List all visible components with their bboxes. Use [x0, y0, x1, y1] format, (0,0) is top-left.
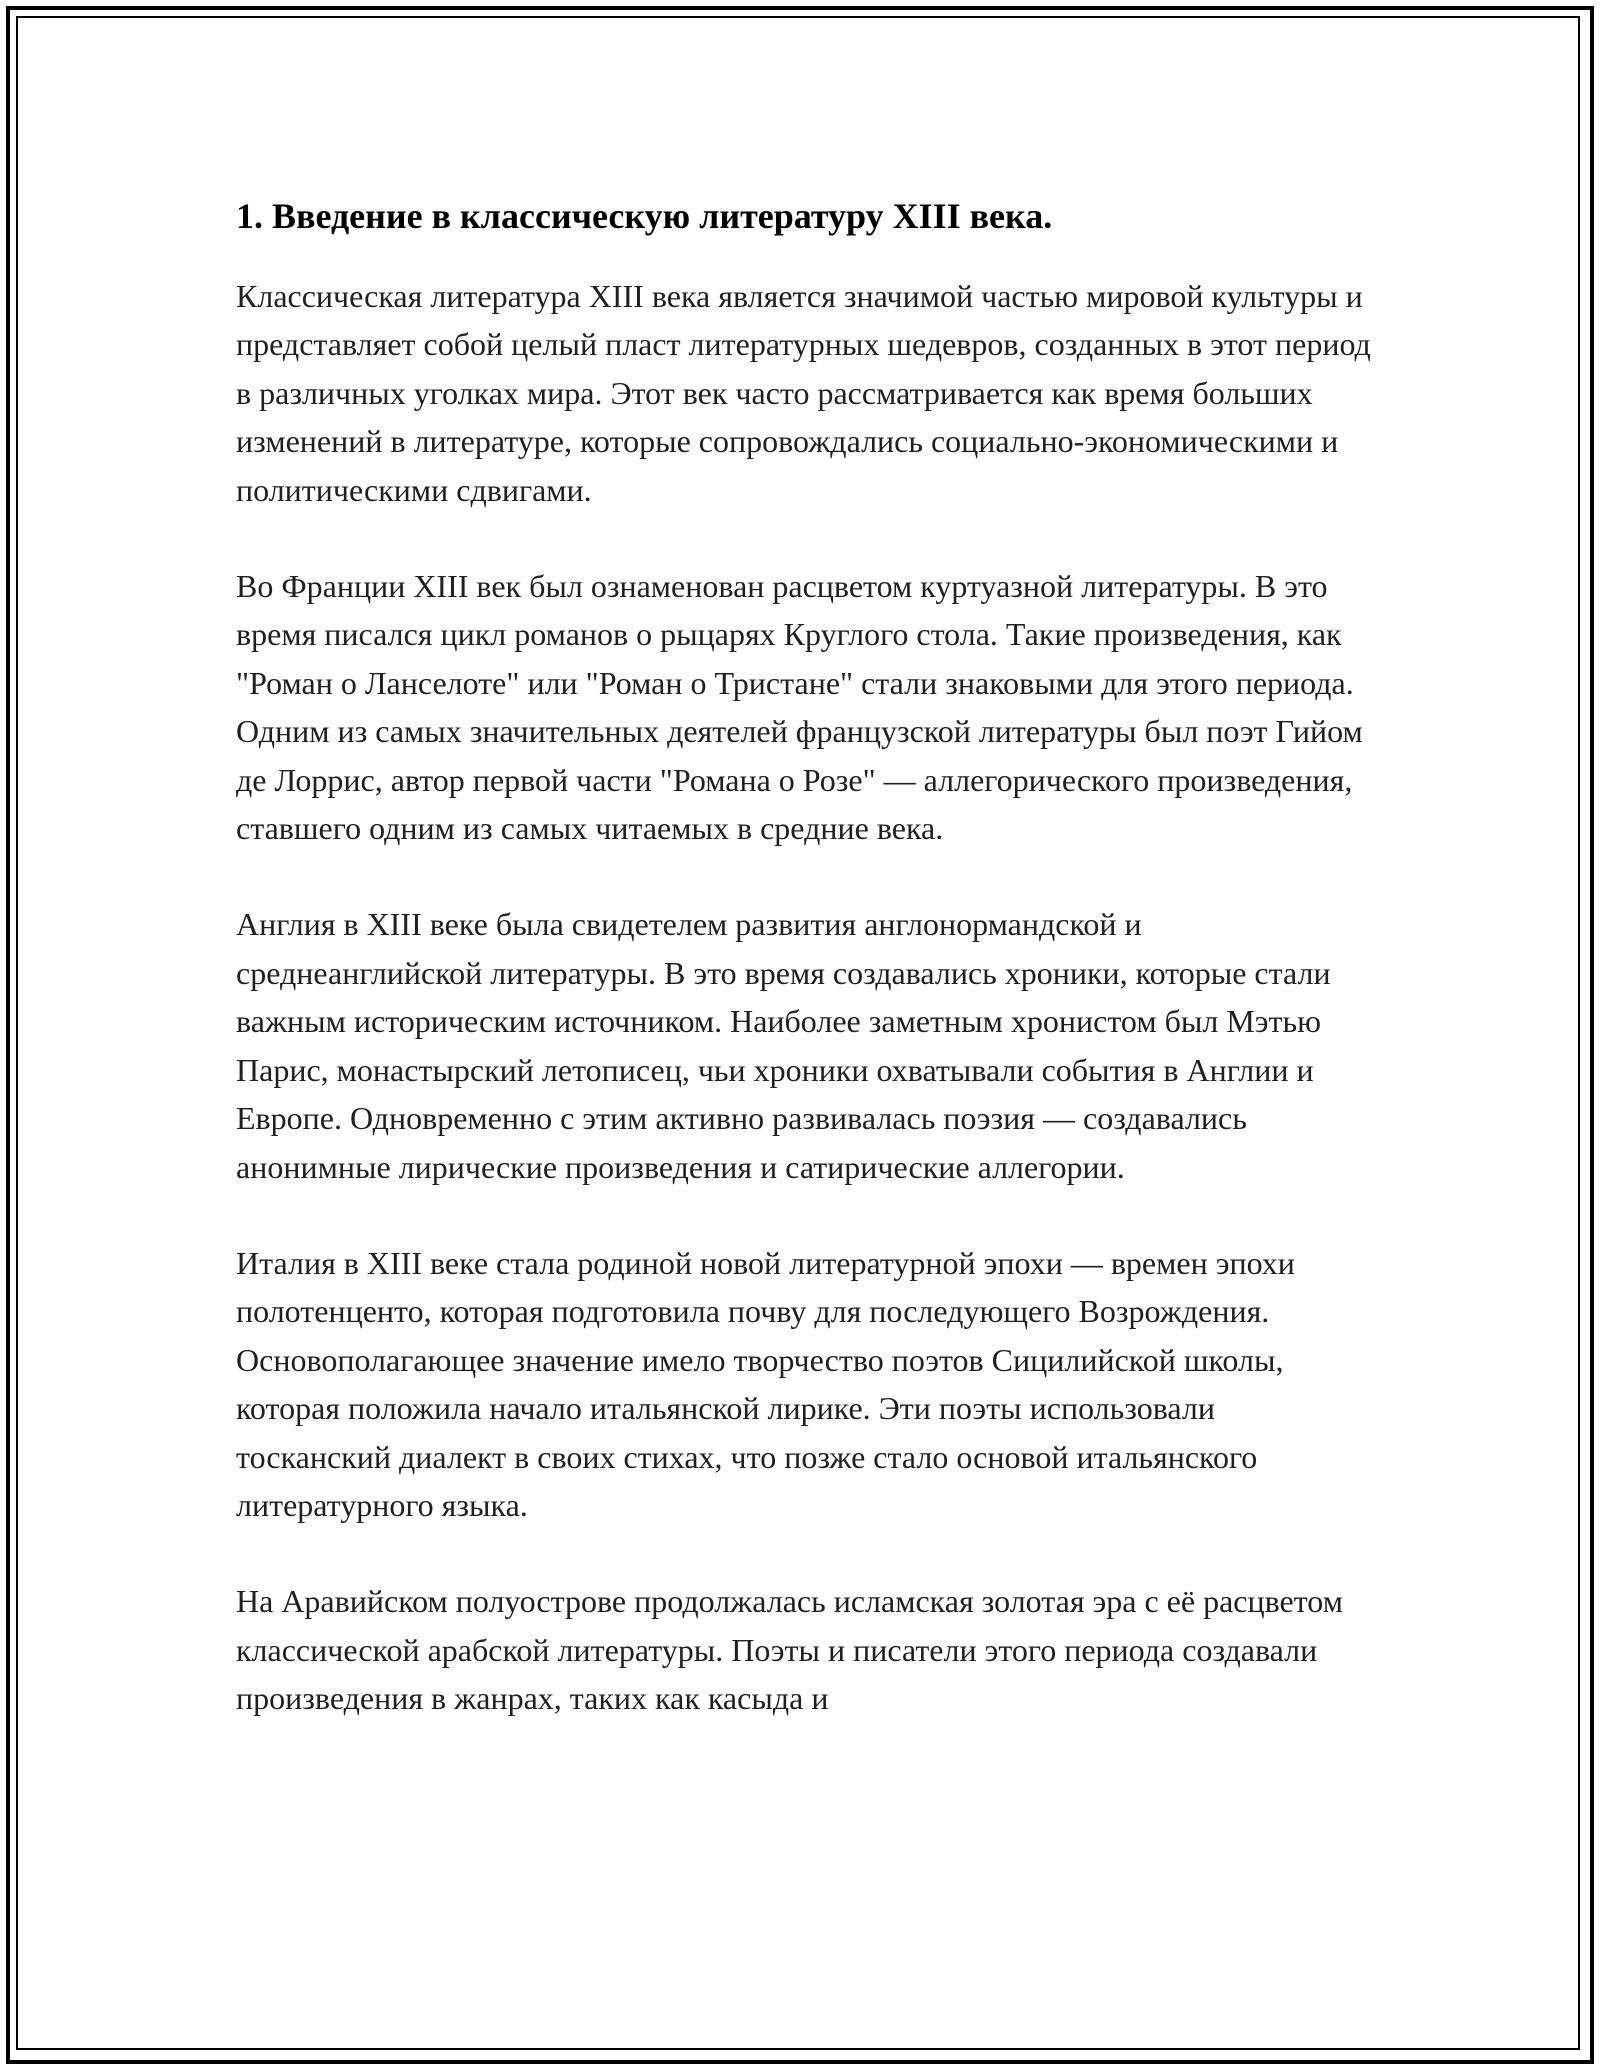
- paragraph-england: Англия в XIII веке была свидетелем развития англонормандской и среднеанглийской литературы. В это время создавались хроники, которые стали важным историческим источником. Наиболее заметным хронистом был Мэтью Парис, монастырский летописец, чьи хроники охватывали события в Англии и Европе. Одновременно с этим активно развивалась поэзия — создавались анонимные лирические произведения и сатирические аллегории.: [236, 906, 1331, 1185]
- paragraph-intro: Классическая литература XIII века является значимой частью мировой культуры и представляет собой целый пласт литературных шедевров, созданных в этот период в различных уголках мира. Этот век часто рассматривается как время больших изменений в литературе, которые сопровождались социально-экономическими и политическими сдвигами.: [236, 278, 1371, 508]
- paragraph-france: Во Франции XIII век был ознаменован расцветом куртуазной литературы. В это время писался цикл романов о рыцарях Круглого стола. Такие произведения, как "Роман о Ланселоте" или "Роман о Тристане" стали знаковыми для этого периода. Одним из самых значительных деятелей французской литературы был поэт Гийом де Лоррис, автор первой части "Романа о Розе" — аллегорического произведения, ставшего одним из самых читаемых в средние века.: [236, 568, 1363, 847]
- paragraph-arabia: На Аравийском полуострове продолжалась исламская золотая эра с её расцветом классической арабской литературы. Поэты и писатели этого периода создавали произведения в жанрах, таких как касыда и: [236, 1583, 1343, 1717]
- document-body: [236, 186, 1376, 1771]
- section-heading: 1. Введение в классическую литературу XIII века.: [236, 196, 1053, 236]
- paragraph-italy: Италия в XIII веке стала родиной новой литературной эпохи — времен эпохи полотенценто, которая подготовила почву для последующего Возрождения. Основополагающее значение имело творчество поэтов Сицилийской школы, которая положила начало итальянской лирике. Эти поэты использовали тосканский диалект в своих стихах, что позже стало основой итальянского литературного языка.: [236, 1244, 1295, 1523]
